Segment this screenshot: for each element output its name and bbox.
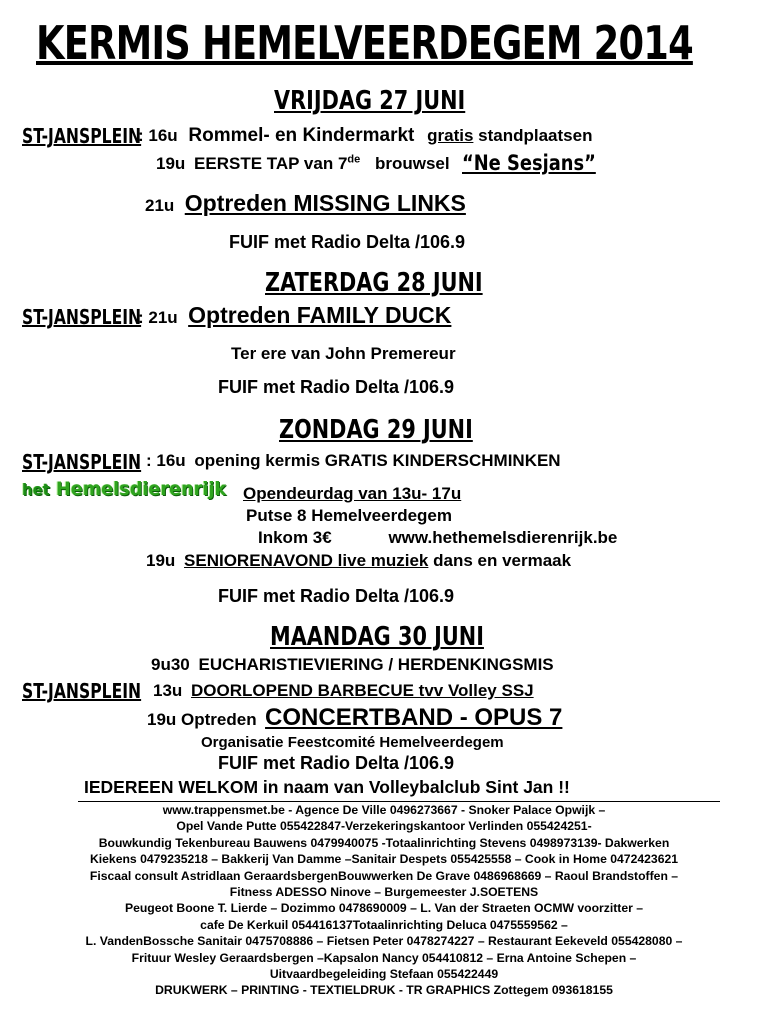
poster-title-wrap bbox=[36, 16, 768, 70]
concertband-act: CONCERTBAND - OPUS 7 bbox=[265, 704, 563, 731]
sponsor-line: Opel Vande Putte 055422847-Verzekeringskantoor Verlinden 055424251- bbox=[176, 819, 592, 834]
sunday-seniors: 19u SENIORENAVOND live muziek dans en vermaak bbox=[146, 551, 572, 570]
sunday-fuif: FUIF met Radio Delta /106.9 bbox=[218, 586, 455, 606]
sponsor-line: Kiekens 0479235218 – Bakkerij Van Damme –Sanitair Despets 055425558 – Cook in Home 0472423621 bbox=[89, 852, 679, 867]
poster-title: KERMIS HEMELVEERDEGEM 2014 bbox=[36, 16, 693, 70]
sunday-line-1: : 16u opening kermis GRATIS KINDERSCHMINKEN bbox=[146, 451, 561, 470]
hemelsdierenrijk-logo: het Hemelsdierenrijk bbox=[22, 478, 227, 500]
sunday-address: Putse 8 Hemelveerdegem bbox=[246, 506, 452, 525]
venue-label-monday: ST-JANSPLEIN bbox=[22, 679, 142, 703]
sponsor-line: Peugeot Boone T. Lierde – Dozimmo 0478690009 – L. Van der Straeten OCMW voorzitter – bbox=[124, 901, 644, 916]
monday-concert: 19u Optreden CONCERTBAND - OPUS 7 bbox=[147, 704, 563, 731]
sponsor-line: www.trappensmet.be - Agence De Ville 0496273667 - Snoker Palace Opwijk – bbox=[162, 803, 606, 817]
sunday-entry: Inkom 3€ www.hethemelsdierenrijk.be bbox=[258, 528, 618, 547]
monday-fuif: FUIF met Radio Delta /106.9 bbox=[218, 753, 455, 773]
monday-mass: 9u30 EUCHARISTIEVIERING / HERDENKINGSMIS bbox=[151, 655, 554, 674]
website-link[interactable]: www.hethemelsdierenrijk.be bbox=[388, 528, 618, 547]
missing-links-act: Optreden MISSING LINKS bbox=[184, 190, 466, 216]
day-heading-saturday: ZATERDAG 28 JUNI bbox=[265, 268, 483, 298]
sponsor-line: Bouwkundig Tekenbureau Bauwens 0479940075 -Totaalinrichting Stevens 0498973139- Dakwerken bbox=[98, 835, 670, 850]
saturday-tribute: Ter ere van John Premereur bbox=[231, 344, 456, 363]
sponsor-line: Fiscaal consult Astridlaan GeraardsbergenBouwwerken De Grave 0486968669 – Raoul Brandstoffen – bbox=[89, 868, 679, 883]
saturday-line-1: : 21u Optreden FAMILY DUCK bbox=[138, 302, 452, 328]
day-heading-friday: VRIJDAG 27 JUNI bbox=[274, 86, 466, 116]
venue-label-friday: ST-JANSPLEIN bbox=[22, 124, 142, 148]
sponsor-line: Frituur Wesley Geraardsbergen –Kapsalon Nancy 054410812 – Erna Antoine Schepen – bbox=[131, 950, 637, 965]
monday-organisation: Organisatie Feestcomité Hemelveerdegem bbox=[201, 734, 504, 751]
ne-sesjans: “Ne Sesjans” bbox=[462, 151, 597, 175]
sponsor-list bbox=[0, 802, 768, 999]
monday-barbecue: 13u DOORLOPEND BARBECUE tvv Volley SSJ bbox=[153, 681, 534, 700]
friday-fuif: FUIF met Radio Delta /106.9 bbox=[229, 232, 466, 252]
sponsor-line: Fitness ADESSO Ninove – Burgemeester J.SOETENS bbox=[229, 885, 539, 900]
sunday-open-day: Opendeurdag van 13u- 17u bbox=[243, 484, 462, 503]
friday-line-3: 21u Optreden MISSING LINKS bbox=[145, 190, 466, 216]
saturday-fuif: FUIF met Radio Delta /106.9 bbox=[218, 377, 455, 397]
day-heading-monday: MAANDAG 30 JUNI bbox=[270, 622, 484, 652]
venue-label-sunday: ST-JANSPLEIN bbox=[22, 450, 142, 474]
welcome-message: IEDEREEN WELKOM in naam van Volleybalclub Sint Jan !! bbox=[84, 777, 570, 797]
sponsor-line: Uitvaardbegeleiding Stefaan 055422449 bbox=[269, 967, 499, 982]
sponsor-line: cafe De Kerkuil 054416137Totaalinrichting Deluca 0475559562 – bbox=[200, 917, 568, 932]
venue-label-saturday: ST-JANSPLEIN bbox=[22, 305, 142, 329]
printer-credit: DRUKWERK – PRINTING - TEXTIELDRUK - TR GRAPHICS Zottegem 093618155 bbox=[155, 983, 613, 998]
friday-line-2: 19u EERSTE TAP van 7de brouwsel “Ne Sesjans” bbox=[156, 151, 597, 175]
family-duck-act: Optreden FAMILY DUCK bbox=[188, 302, 452, 328]
day-heading-sunday: ZONDAG 29 JUNI bbox=[279, 415, 473, 445]
sponsor-line: L. VandenBossche Sanitair 0475708886 – Fietsen Peter 0478274227 – Restaurant Eekeveld 055428080 – bbox=[85, 934, 683, 949]
friday-line-1: : 16u Rommel- en Kindermarkt gratis standplaatsen bbox=[138, 125, 593, 146]
